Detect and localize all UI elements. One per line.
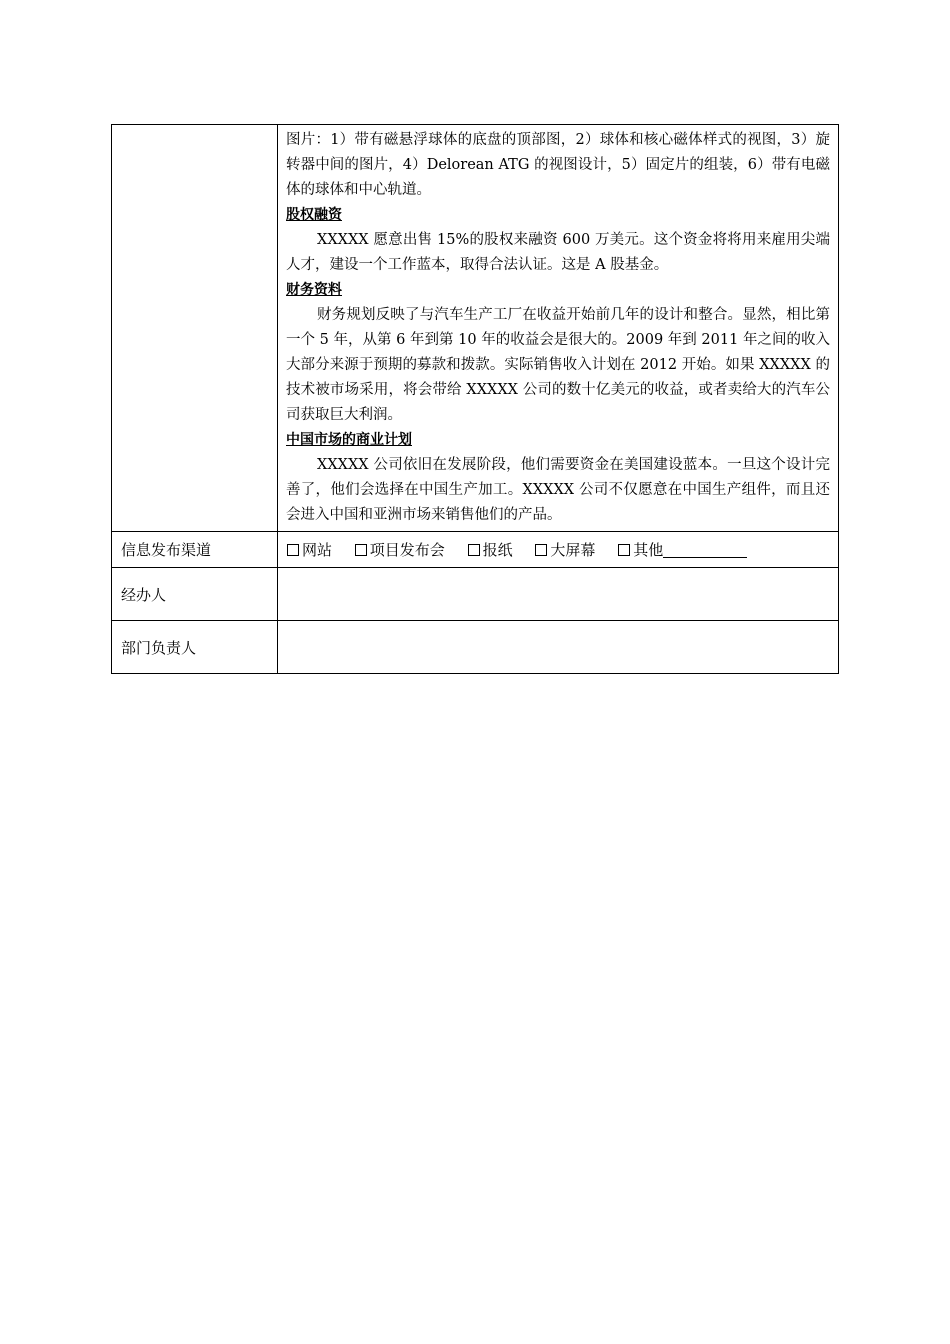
equity-heading: 股权融资 bbox=[286, 207, 342, 223]
china-market-paragraph: XXXXX 公司依旧在发展阶段，他们需要资金在美国建设蓝本。一旦这个设计完善了，他们会选择在中国生产加工。XXXXX 公司不仅愿意在中国生产组件，而且还会进入中国和亚洲市场来销售他们的产品。 bbox=[286, 457, 830, 523]
option-website-label: 网站 bbox=[302, 540, 333, 559]
dept-head-row bbox=[112, 621, 839, 674]
handler-row bbox=[112, 568, 839, 621]
other-blank-line[interactable] bbox=[663, 543, 747, 558]
checkbox-website[interactable] bbox=[287, 544, 299, 556]
handler-label: 经办人 bbox=[112, 568, 278, 621]
pictures-paragraph: 图片：1）带有磁悬浮球体的底盘的顶部图，2）球体和核心磁体样式的视图，3）旋转器中间的图片，4）Delorean ATG 的视图设计，5）固定片的组装，6）带有电磁体的球体和中心轨道。 bbox=[286, 132, 830, 198]
content-label-cell bbox=[112, 125, 278, 532]
content-cell bbox=[278, 125, 839, 532]
option-website[interactable] bbox=[287, 541, 332, 559]
channel-label: 信息发布渠道 bbox=[112, 532, 278, 568]
option-other-label: 其他 bbox=[633, 540, 664, 559]
handler-field[interactable] bbox=[278, 568, 839, 621]
finance-paragraph: 财务规划反映了与汽车生产工厂在收益开始前几年的设计和整合。显然，相比第一个 5 年，从第 6 年到第 10 年的收益会是很大的。2009 年到 2011 年之间的收入大部分来源于预期的募款和拨款。实际销售收入计划在 2012 开始。如果 XXXXX 的技术被市场采用，将会带给 XXXXX 公司的数十亿美元的收益，或者卖给大的汽车公司获取巨大利润。 bbox=[286, 307, 830, 423]
content-row bbox=[112, 125, 839, 532]
channel-row bbox=[112, 532, 839, 568]
finance-heading: 财务资料 bbox=[286, 282, 342, 298]
option-newspaper-label: 报纸 bbox=[482, 540, 513, 559]
option-newspaper[interactable] bbox=[468, 541, 513, 559]
checkbox-big-screen[interactable] bbox=[535, 544, 547, 556]
equity-paragraph: XXXXX 愿意出售 15%的股权来融资 600 万美元。这个资金将将用来雇用尖端人才，建设一个工作蓝本，取得合法认证。这是 A 股基金。 bbox=[286, 232, 830, 273]
checkbox-newspaper[interactable] bbox=[468, 544, 480, 556]
checkbox-launch-event[interactable] bbox=[355, 544, 367, 556]
checkbox-other[interactable] bbox=[618, 544, 630, 556]
option-big-screen[interactable] bbox=[535, 541, 595, 559]
option-other[interactable] bbox=[618, 541, 747, 559]
info-table bbox=[111, 124, 839, 674]
dept-head-field[interactable] bbox=[278, 621, 839, 674]
china-market-heading: 中国市场的商业计划 bbox=[286, 432, 412, 448]
option-launch-event[interactable] bbox=[355, 541, 445, 559]
option-big-screen-label: 大屏幕 bbox=[550, 540, 596, 559]
channel-options bbox=[278, 532, 839, 568]
option-launch-event-label: 项目发布会 bbox=[369, 540, 445, 559]
dept-head-label: 部门负责人 bbox=[112, 621, 278, 674]
